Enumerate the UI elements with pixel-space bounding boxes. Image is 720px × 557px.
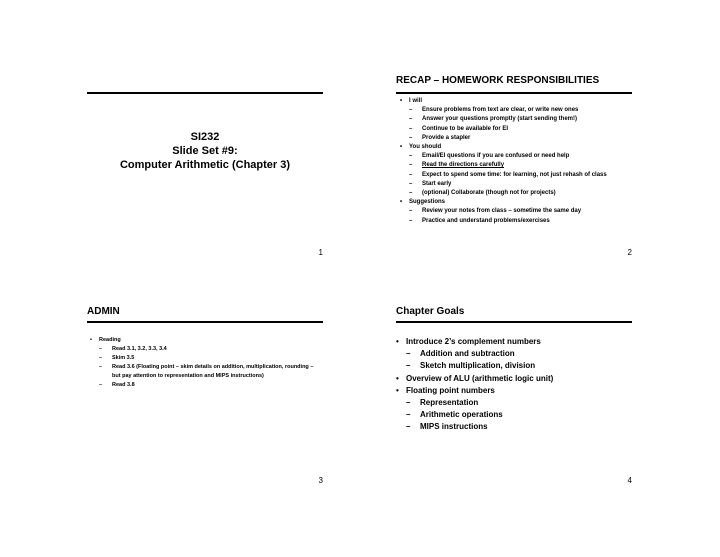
sub-item: [406, 348, 632, 360]
sub-item-text: Start early: [422, 180, 452, 187]
sub-item-text: Read 3.6 (Floating point – skim details on addition, multiplication, rounding – but pay attention to representation and MIPS instructions): [112, 364, 314, 379]
page-number: 4: [627, 476, 632, 485]
dash-icon: –: [409, 162, 413, 169]
dash-icon: –: [406, 361, 411, 371]
sub-item-text: Ensure problems from text are clear, or write new ones: [422, 107, 579, 114]
sub-item: [409, 207, 632, 216]
dash-icon: –: [99, 346, 103, 352]
bullet-icon: •: [400, 199, 403, 206]
sub-item: [409, 115, 632, 124]
title-rule: [396, 321, 632, 323]
sub-item: [409, 189, 632, 198]
sub-item-text: (optional) Collaborate (though not for projects): [422, 190, 556, 197]
bullet-list: [87, 336, 323, 390]
slide-title-block: [87, 130, 323, 172]
page-number: 3: [318, 476, 323, 485]
sub-item: [409, 180, 632, 189]
sub-item-text: MIPS instructions: [420, 422, 488, 432]
slide-2: [396, 75, 632, 258]
bullet-item: [396, 385, 632, 434]
slide-1: [87, 78, 323, 258]
sub-item: [409, 217, 632, 226]
dash-icon: –: [409, 134, 413, 141]
bullet-item: [396, 336, 632, 373]
sub-item: [409, 152, 632, 161]
dash-icon: –: [409, 180, 413, 187]
bullet-label: I will: [409, 98, 423, 104]
bullet-icon: •: [400, 144, 403, 151]
sub-list: [406, 348, 632, 372]
dash-icon: –: [406, 349, 411, 359]
sub-item: [409, 134, 632, 143]
sub-item-text: Email/EI questions if you are confused or need help: [422, 153, 570, 160]
slide-title: ADMIN: [87, 306, 120, 317]
bullet-icon: •: [396, 373, 399, 383]
sub-list: [406, 397, 632, 434]
sub-list: [409, 207, 632, 225]
dash-icon: –: [406, 398, 411, 408]
bullet-icon: •: [400, 98, 403, 104]
sub-item: [409, 106, 632, 115]
sub-item-text: Continue to be available for EI: [422, 125, 509, 132]
sub-item-text: Read the directions carefully: [422, 162, 505, 169]
bullet-label: Floating point numbers: [406, 385, 495, 395]
sub-item: [99, 345, 323, 354]
sub-item-text: Sketch multiplication, division: [420, 361, 536, 371]
page-number: 1: [318, 248, 323, 257]
bullet-item: [396, 373, 632, 385]
sub-item-text: Expect to spend some time: for learning, not just rehash of class: [422, 171, 607, 178]
dash-icon: –: [99, 364, 103, 370]
sub-item-text: Skim 3.5: [112, 355, 135, 361]
dash-icon: –: [409, 171, 413, 178]
sub-item-text: Read 3.8: [112, 382, 135, 388]
bullet-item: [396, 143, 632, 198]
dash-icon: –: [409, 153, 413, 160]
slide-title: Chapter Goals: [396, 306, 465, 317]
sub-item: [406, 360, 632, 372]
sub-item: [99, 354, 323, 363]
sub-item: [406, 409, 632, 421]
dash-icon: –: [406, 422, 411, 432]
dash-icon: –: [409, 116, 413, 123]
title-rule: [87, 321, 323, 323]
sub-list: [99, 345, 323, 390]
sub-item-text: Practice and understand problems/exercises: [422, 217, 550, 224]
bullet-label: Suggestions: [409, 199, 446, 206]
sub-item-text: Representation: [420, 398, 479, 408]
sub-item-text: Addition and subtraction: [420, 349, 515, 359]
dash-icon: –: [409, 217, 413, 224]
bullet-item: [396, 97, 632, 143]
slide-title: RECAP – HOMEWORK RESPONSIBILITIES: [396, 75, 600, 86]
slide-3: [87, 308, 323, 488]
dash-icon: –: [99, 382, 103, 388]
slide-set: Slide Set #9:: [172, 145, 238, 157]
bullet-item: [396, 198, 632, 226]
sub-item-text: Read 3.1, 3.2, 3.3, 3.4: [112, 346, 167, 352]
bullet-label: Introduce 2’s complement numbers: [406, 337, 541, 346]
sub-item: [406, 421, 632, 433]
dash-icon: –: [406, 410, 411, 420]
sub-item-text: Review your notes from class – sometime the same day: [422, 208, 582, 215]
slide-topic: Computer Arithmetic (Chapter 3): [119, 159, 291, 171]
bullet-label: You should: [409, 144, 442, 151]
bullet-icon: •: [396, 337, 399, 346]
dash-icon: –: [409, 190, 413, 197]
bullet-icon: •: [90, 337, 92, 343]
dash-icon: –: [99, 355, 103, 361]
sub-item-text: Provide a stapler: [422, 134, 471, 141]
sub-list: [409, 106, 632, 143]
dash-icon: –: [409, 208, 413, 215]
sub-item-text: Answer your questions promptly (start sending them!): [422, 116, 578, 123]
bullet-item: [87, 336, 323, 390]
slide-4: [396, 308, 632, 488]
bullet-icon: •: [396, 385, 399, 395]
bullet-list: [396, 97, 632, 226]
dash-icon: –: [409, 107, 413, 114]
bullet-label: Overview of ALU (arithmetic logic unit): [406, 373, 554, 383]
sub-item: [99, 381, 323, 390]
bullet-list: [396, 336, 632, 434]
sub-item: [409, 171, 632, 180]
title-rule: [396, 92, 632, 94]
course-code: SI232: [190, 131, 220, 143]
bullet-label: Reading: [99, 337, 121, 343]
sub-item: [99, 363, 323, 381]
sub-list: [409, 152, 632, 198]
sub-item-text: Arithmetic operations: [420, 410, 503, 420]
sub-item: [409, 125, 632, 134]
title-rule: [87, 92, 323, 94]
dash-icon: –: [409, 125, 413, 132]
sub-item: [409, 161, 632, 170]
page-number: 2: [627, 248, 632, 257]
sub-item: [406, 397, 632, 409]
